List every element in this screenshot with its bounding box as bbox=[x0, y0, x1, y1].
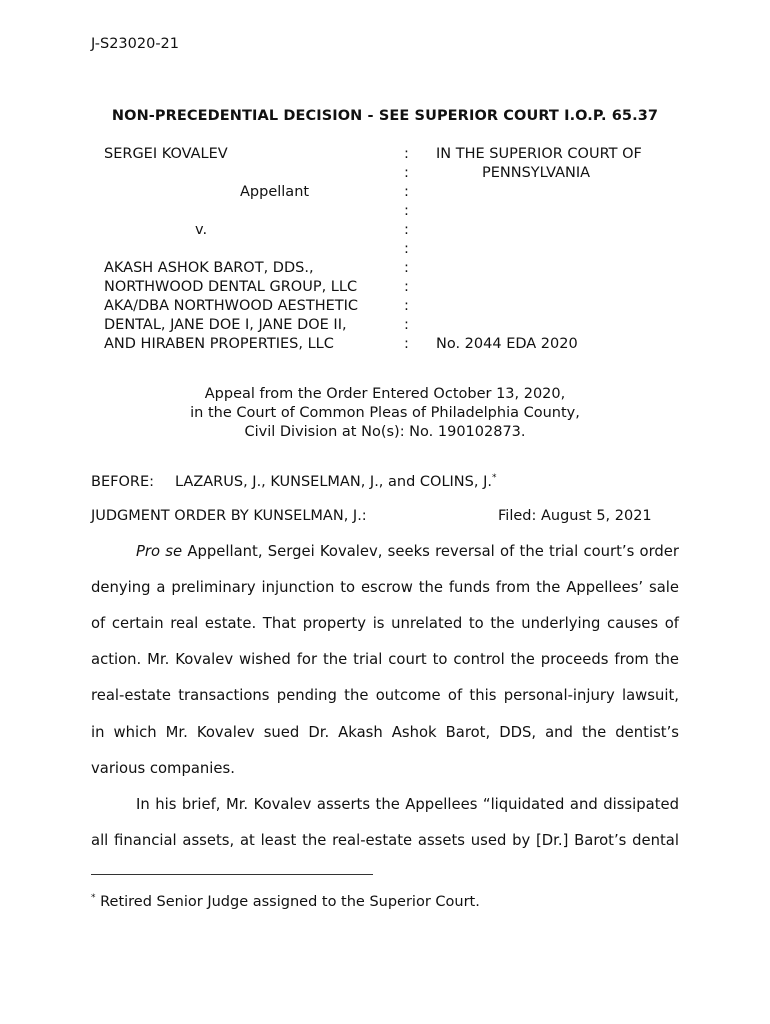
plaintiff-role: Appellant bbox=[240, 184, 310, 200]
defendant-line: AND HIRABEN PROPERTIES, LLC bbox=[104, 336, 334, 352]
paragraph-line: action. Mr. Kovalev wished for the trial court to control the proceeds from the bbox=[91, 651, 679, 668]
docket-number: J-S23020-21 bbox=[91, 36, 180, 52]
paragraph-line: of certain real estate. That property is unrelated to the underlying causes of bbox=[91, 615, 679, 632]
judges-names: LAZARUS, J., KUNSELMAN, J., and COLINS, J. bbox=[175, 474, 492, 490]
defendant-line: AKA/DBA NORTHWOOD AESTHETIC bbox=[104, 298, 359, 314]
paragraph-text: Appellant, Sergei Kovalev, seeks reversal of the trial court’s order bbox=[182, 543, 679, 560]
appeal-line: in the Court of Common Pleas of Philadelphia County, bbox=[190, 405, 580, 421]
caption-divider: : bbox=[404, 241, 409, 257]
defendant-line: AKASH ASHOK BAROT, DDS., bbox=[104, 260, 314, 276]
caption-divider: : bbox=[404, 279, 409, 295]
caption-divider: : bbox=[404, 146, 409, 162]
plaintiff-name: SERGEI KOVALEV bbox=[104, 146, 228, 162]
caption-divider: : bbox=[404, 203, 409, 219]
court-state: PENNSYLVANIA bbox=[482, 165, 591, 181]
footnote bbox=[91, 894, 480, 910]
caption-divider: : bbox=[404, 317, 409, 333]
before-label: BEFORE: bbox=[91, 474, 154, 490]
caption-divider: : bbox=[404, 260, 409, 276]
caption-divider: : bbox=[404, 336, 409, 352]
defendant-line: NORTHWOOD DENTAL GROUP, LLC bbox=[104, 279, 358, 295]
footnote-separator bbox=[91, 874, 373, 875]
panel-judges bbox=[175, 474, 496, 490]
caption-divider: : bbox=[404, 222, 409, 238]
paragraph-line: various companies. bbox=[91, 760, 235, 777]
caption-divider: : bbox=[404, 184, 409, 200]
footnote-marker: * bbox=[491, 473, 497, 484]
caption-divider: : bbox=[404, 165, 409, 181]
appeal-line: Appeal from the Order Entered October 13, 2020, bbox=[204, 386, 566, 402]
appeal-line: Civil Division at No(s): No. 190102873. bbox=[244, 424, 526, 440]
case-number: No. 2044 EDA 2020 bbox=[436, 336, 578, 352]
footnote-text: Retired Senior Judge assigned to the Superior Court. bbox=[95, 894, 480, 910]
caption-divider: : bbox=[404, 298, 409, 314]
pro-se-italic: Pro se bbox=[136, 543, 183, 560]
paragraph-line: in which Mr. Kovalev sued Dr. Akash Ashok Barot, DDS, and the dentist’s bbox=[91, 724, 679, 741]
paragraph-line: denying a preliminary injunction to escrow the funds from the Appellees’ sale bbox=[91, 579, 679, 596]
filed-date: Filed: August 5, 2021 bbox=[498, 508, 652, 524]
paragraph-line: real-estate transactions pending the outcome of this personal-injury lawsuit, bbox=[91, 687, 679, 704]
footnote-marker: * bbox=[91, 893, 96, 904]
decision-heading: NON-PRECEDENTIAL DECISION - SEE SUPERIOR COURT I.O.P. 65.37 bbox=[111, 108, 659, 124]
paragraph-line: In his brief, Mr. Kovalev asserts the Appellees “liquidated and dissipated bbox=[136, 796, 679, 813]
court-name: IN THE SUPERIOR COURT OF bbox=[436, 146, 642, 162]
judgment-author: JUDGMENT ORDER BY KUNSELMAN, J.: bbox=[91, 508, 367, 524]
defendant-line: DENTAL, JANE DOE I, JANE DOE II, bbox=[104, 317, 347, 333]
versus: v. bbox=[195, 222, 208, 238]
paragraph-line: all financial assets, at least the real-estate assets used by [Dr.] Barot’s dental bbox=[91, 832, 679, 849]
paragraph-line bbox=[136, 543, 679, 560]
